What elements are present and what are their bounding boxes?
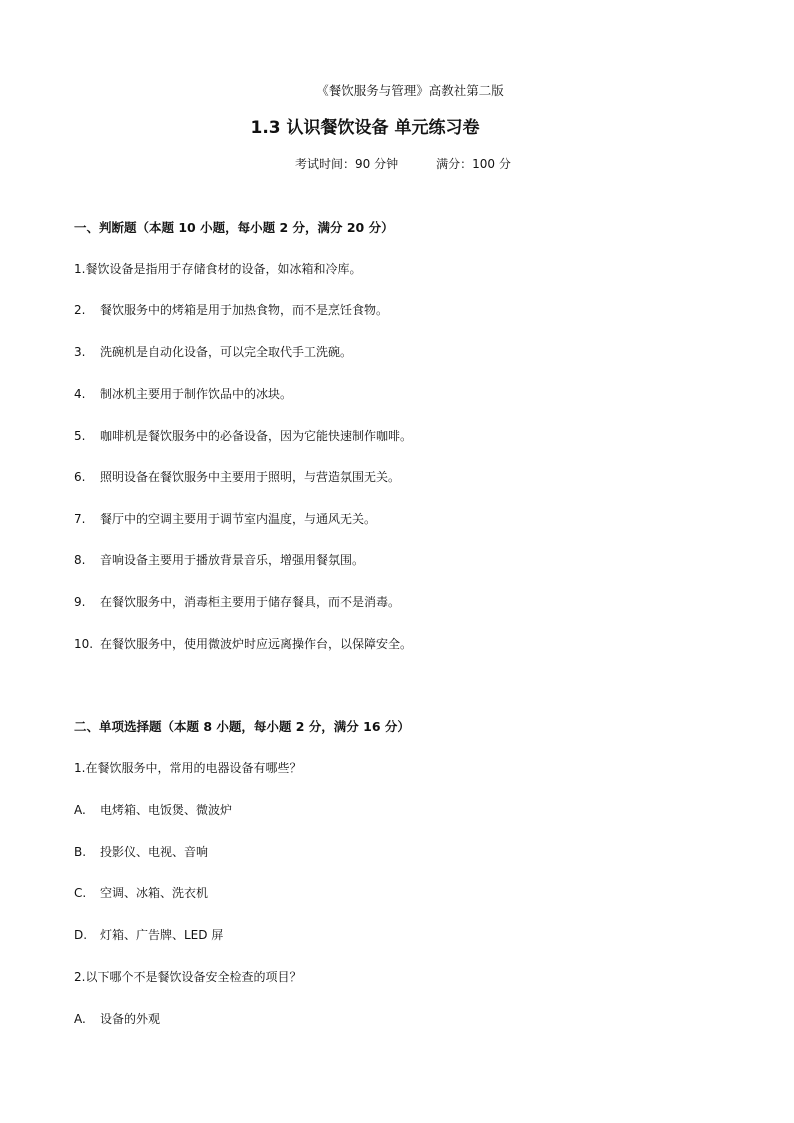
document-header: 《餐饮服务与管理》高教社第二版 <box>316 83 504 98</box>
list-item <box>74 468 400 486</box>
option-item <box>74 926 223 944</box>
list-item <box>74 301 388 319</box>
item-text: 照明设备在餐饮服务中主要用于照明，与营造氛围无关。 <box>100 470 401 484</box>
option-label: A. <box>74 1012 86 1026</box>
list-item <box>74 260 361 278</box>
item-text: 制冰机主要用于制作饮品中的冰块。 <box>100 387 293 401</box>
item-text: 音响设备主要用于播放背景音乐，增强用餐氛围。 <box>100 553 365 567</box>
option-item <box>74 801 232 819</box>
option-text: 投影仪、电视、音响 <box>100 845 209 859</box>
section-heading-single-choice: 二、单项选择题（本题 8 小题，每小题 2 分，满分 16 分） <box>74 719 410 734</box>
list-item <box>74 385 292 403</box>
item-text: 咖啡机是餐饮服务中的必备设备，因为它能快速制作咖啡。 <box>100 429 413 443</box>
option-text: 电烤箱、电饭煲、微波炉 <box>100 803 233 817</box>
option-item <box>74 884 208 902</box>
option-label: A. <box>74 803 86 817</box>
option-text: 灯箱、广告牌、LED 屏 <box>100 928 224 942</box>
question-text: 1.在餐饮服务中，常用的电器设备有哪些？ <box>74 761 302 775</box>
item-number: 4. <box>74 387 86 401</box>
exam-info <box>295 155 511 173</box>
item-text: 餐饮服务中的烤箱是用于加热食物，而不是烹饪食物。 <box>100 303 389 317</box>
option-label: B. <box>74 845 87 859</box>
item-number: 5. <box>74 429 86 443</box>
item-number: 9. <box>74 595 86 609</box>
full-score: 满分：100 分 <box>436 157 511 171</box>
option-label: C. <box>74 886 87 900</box>
item-text: 餐厅中的空调主要用于调节室内温度，与通风无关。 <box>100 512 377 526</box>
option-text: 设备的外观 <box>100 1012 161 1026</box>
item-number: 6. <box>74 470 86 484</box>
item-number: 10. <box>74 637 94 651</box>
item-number: 2. <box>74 303 86 317</box>
list-item <box>74 551 364 569</box>
option-text: 空调、冰箱、洗衣机 <box>100 886 209 900</box>
list-item <box>74 510 376 528</box>
question-text: 2.以下哪个不是餐饮设备安全检查的项目？ <box>74 970 302 984</box>
page-title: 1.3 认识餐饮设备 单元练习卷 <box>250 118 480 138</box>
item-number: 3. <box>74 345 86 359</box>
item-text: 在餐饮服务中，消毒柜主要用于储存餐具，而不是消毒。 <box>100 595 401 609</box>
list-item <box>74 635 412 653</box>
list-item <box>74 343 352 361</box>
section-heading-true-false: 一、判断题（本题 10 小题，每小题 2 分，满分 20 分） <box>74 220 394 235</box>
option-item <box>74 843 208 861</box>
option-label: D. <box>74 928 88 942</box>
option-item <box>74 1010 160 1028</box>
item-text: 餐饮设备是指用于存储食材的设备，如冰箱和冷库。 <box>85 262 362 276</box>
item-number: 1. <box>74 262 86 276</box>
item-number: 8. <box>74 553 86 567</box>
item-number: 7. <box>74 512 86 526</box>
item-text: 洗碗机是自动化设备，可以完全取代手工洗碗。 <box>100 345 353 359</box>
item-text: 在餐饮服务中，使用微波炉时应远离操作台，以保障安全。 <box>100 637 413 651</box>
list-item <box>74 427 412 445</box>
exam-time: 考试时间：90 分钟 <box>295 157 399 171</box>
list-item <box>74 593 400 611</box>
